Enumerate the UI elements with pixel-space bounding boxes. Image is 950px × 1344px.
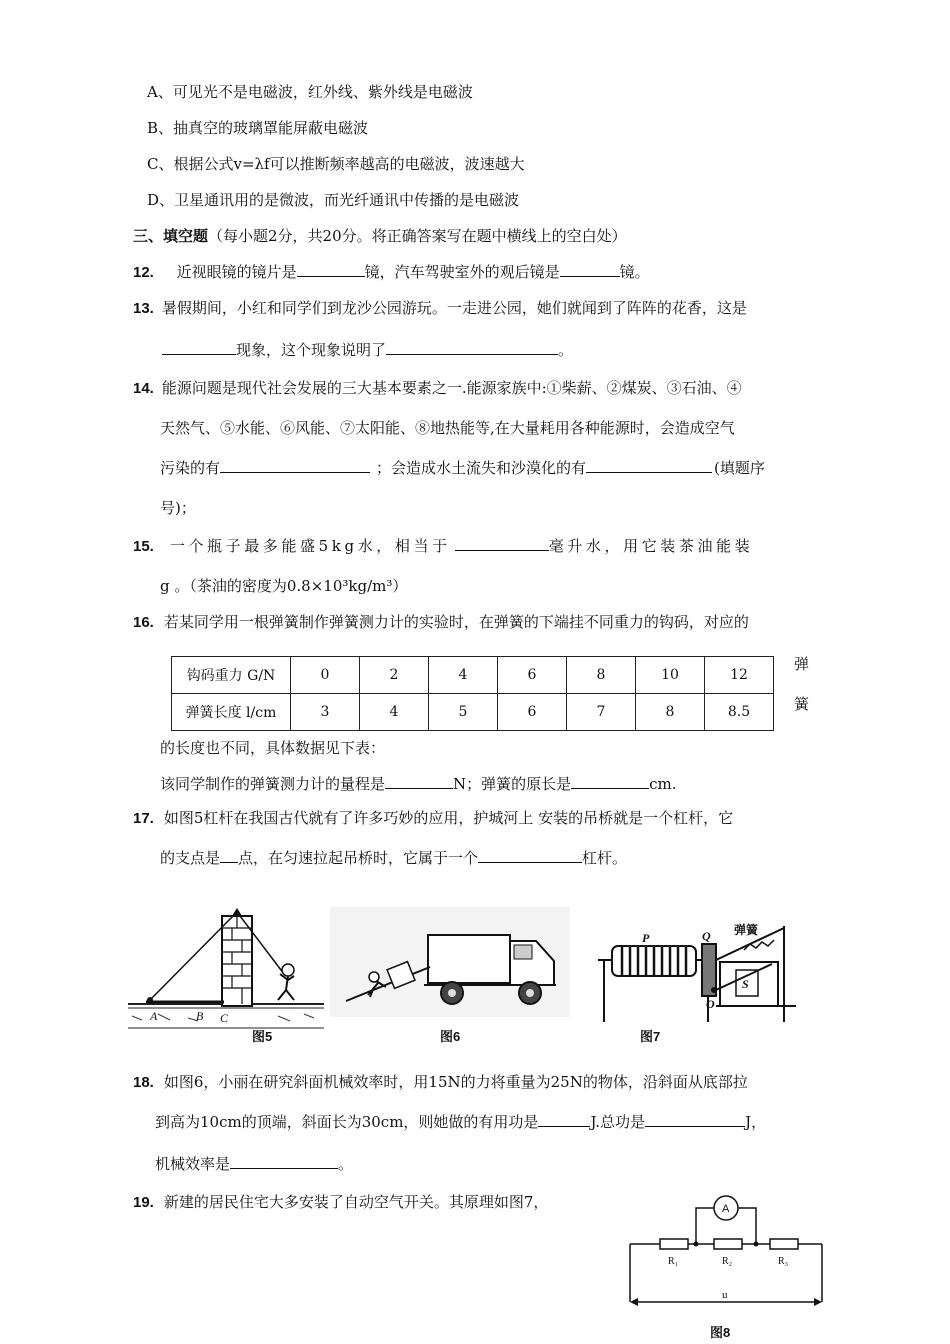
ammeter-label: A [722, 1203, 730, 1215]
answer-blank[interactable] [560, 262, 620, 277]
table-cell: 8.5 [705, 694, 774, 731]
question-text: ；会造成水土流失和沙漠化的有 [376, 459, 587, 477]
question-text: 能源问题是现代社会发展的三大基本要素之一.能源家族中:①柴薪、②煤炭、③石油、④ [161, 379, 742, 397]
question-text: 天然气、⑤水能、⑥风能、⑦太阳能、⑧地热能等,在大量耗用各种能源时，会造成空气 [160, 419, 735, 437]
question-18 [133, 1072, 748, 1093]
question-14-line3 [160, 458, 765, 478]
label-p: P [642, 931, 650, 945]
question-number: 12. [133, 264, 154, 281]
table-cell: 10 [636, 657, 705, 694]
question-text: 杠杆。 [582, 849, 628, 867]
question-text: 簧 [794, 695, 810, 713]
question-13-line2 [162, 340, 573, 360]
question-text: J， [745, 1113, 767, 1131]
question-text: 如图5杠杆在我国古代就有了许多巧妙的应用，护城河上 安装的吊桥就是一个杠杆，它 [163, 809, 734, 827]
option-a: A、可见光不是电磁波，红外线、紫外线是电磁波 [147, 83, 473, 101]
figure-7-caption: 图7 [640, 1029, 661, 1044]
question-18-line2 [155, 1112, 766, 1132]
question-text: 。 [338, 1155, 354, 1173]
answer-blank[interactable] [230, 1154, 338, 1169]
option-c: C、根据公式v=λf可以推断频率越高的电磁波，波速越大 [147, 155, 525, 173]
answer-blank[interactable] [645, 1112, 745, 1127]
table-cell: 8 [567, 657, 636, 694]
figure-6-caption: 图6 [440, 1029, 461, 1044]
question-text: 的长度也不同，具体数据见下表： [160, 739, 386, 757]
question-text: g 。（茶油的密度为0.8×10³kg/m³） [160, 577, 408, 595]
question-text: cm. [649, 775, 677, 793]
point-c-label: C [220, 1011, 229, 1025]
answer-blank[interactable] [220, 458, 370, 473]
resistor-r3 [770, 1239, 798, 1249]
question-text: 近视眼镜的镜片是 [176, 263, 297, 281]
table-cell: 3 [291, 694, 360, 731]
resistor-r1 [660, 1239, 688, 1249]
figure-8-circuit [626, 1192, 826, 1314]
section-header [133, 226, 627, 246]
question-text: N；弹簧的原长是 [453, 775, 572, 793]
question-text: 一个瓶子最多能盛5kg水，相当于 [169, 537, 451, 555]
question-number: 16. [133, 614, 154, 631]
question-15 [133, 536, 753, 557]
label-spring: 弹簧 [734, 923, 759, 937]
point-a-label: A [150, 1009, 158, 1023]
question-12 [133, 262, 650, 283]
question-text: 镜，汽车驾驶室外的观后镜是 [364, 263, 560, 281]
question-text: 污染的有 [160, 459, 221, 477]
answer-blank[interactable] [220, 848, 238, 863]
question-text: (填题序 [714, 459, 765, 477]
table-cell: 5 [429, 694, 498, 731]
spring-data-table [171, 656, 774, 731]
table-cell: 6 [498, 694, 567, 731]
figure-5-caption: 图5 [252, 1029, 273, 1044]
question-number: 19. [133, 1194, 154, 1211]
table-cell: 4 [360, 694, 429, 731]
table-header: 弹簧长度 l/cm [172, 694, 291, 731]
table-row [172, 657, 774, 694]
r2-label: R₂ [722, 1256, 733, 1267]
question-text: 该同学制作的弹簧测力计的量程是 [160, 775, 386, 793]
question-text: 镜。 [619, 263, 650, 281]
option-b: B、抽真空的玻璃罩能屏蔽电磁波 [147, 119, 369, 137]
answer-blank[interactable] [455, 536, 549, 551]
resistor-r2 [714, 1239, 742, 1249]
r3-label: R₃ [778, 1256, 789, 1267]
figure-6-truck-ramp [330, 907, 570, 1017]
question-text: 点，在匀速拉起吊桥时，它属于一个 [238, 849, 479, 867]
figure-5-drawbridge [128, 904, 324, 1032]
question-number: 14. [133, 380, 154, 397]
question-number: 13. [133, 300, 154, 317]
question-text: 如图6，小丽在研究斜面机械效率时，用15N的力将重量为25N的物体，沿斜面从底部拉 [163, 1073, 748, 1091]
question-text: 机械效率是 [155, 1155, 231, 1173]
point-b-label: B [196, 1009, 204, 1023]
question-17-line2 [160, 848, 627, 868]
figure-7-air-switch [596, 920, 806, 1024]
answer-blank[interactable] [478, 848, 582, 863]
answer-blank[interactable] [297, 262, 365, 277]
question-text: J.总功是 [590, 1113, 646, 1131]
section-note: （每小题2分，共20分。将正确答案写在题中横线上的空白处） [208, 227, 627, 245]
question-13 [133, 298, 747, 319]
label-s: S [742, 977, 749, 991]
question-16-ask [160, 774, 677, 794]
question-text: 弹 [794, 655, 810, 673]
question-text: 毫升水，用它装茶油能装 [548, 537, 754, 555]
question-text: 。 [558, 341, 574, 359]
question-16 [133, 612, 749, 633]
r1-label: R₁ [668, 1256, 679, 1267]
question-text: 的支点是 [160, 849, 221, 867]
question-number: 15. [133, 538, 154, 555]
question-text: 号)； [160, 499, 196, 517]
answer-blank[interactable] [386, 340, 558, 355]
question-19 [133, 1192, 548, 1213]
question-number: 18. [133, 1074, 154, 1091]
answer-blank[interactable] [162, 340, 236, 355]
label-q: Q [702, 929, 711, 943]
label-o: O [706, 997, 715, 1011]
table-cell: 8 [636, 694, 705, 731]
table-cell: 2 [360, 657, 429, 694]
question-14 [133, 378, 742, 399]
question-text: 到高为10cm的顶端，斜面长为30cm，则她做的有用功是 [155, 1113, 539, 1131]
option-d: D、卫星通讯用的是微波，而光纤通讯中传播的是电磁波 [147, 191, 520, 209]
table-cell: 6 [498, 657, 567, 694]
answer-blank[interactable] [571, 774, 649, 789]
section-title: 三、填空题 [133, 227, 209, 245]
answer-blank[interactable] [385, 774, 453, 789]
answer-blank[interactable] [538, 1112, 590, 1127]
answer-blank[interactable] [586, 458, 712, 473]
table-row [172, 694, 774, 731]
table-cell: 0 [291, 657, 360, 694]
table-cell: 4 [429, 657, 498, 694]
question-text: 新建的居民住宅大多安装了自动空气开关。其原理如图7， [163, 1193, 549, 1211]
table-cell: 7 [567, 694, 636, 731]
table-header: 钩码重力 G/N [172, 657, 291, 694]
table-cell: 12 [705, 657, 774, 694]
voltage-label: u [722, 1289, 728, 1301]
question-number: 17. [133, 810, 154, 827]
question-text: 现象，这个现象说明了 [236, 341, 387, 359]
figure-8-caption: 图8 [710, 1325, 731, 1340]
question-text: 暑假期间，小红和同学们到龙沙公园游玩。一走进公园，她们就闻到了阵阵的花香，这是 [161, 299, 747, 317]
question-17 [133, 808, 733, 829]
question-18-line3 [155, 1154, 353, 1174]
question-text: 若某同学用一根弹簧制作弹簧测力计的实验时，在弹簧的下端挂不同重力的钩码，对应的 [163, 613, 749, 631]
